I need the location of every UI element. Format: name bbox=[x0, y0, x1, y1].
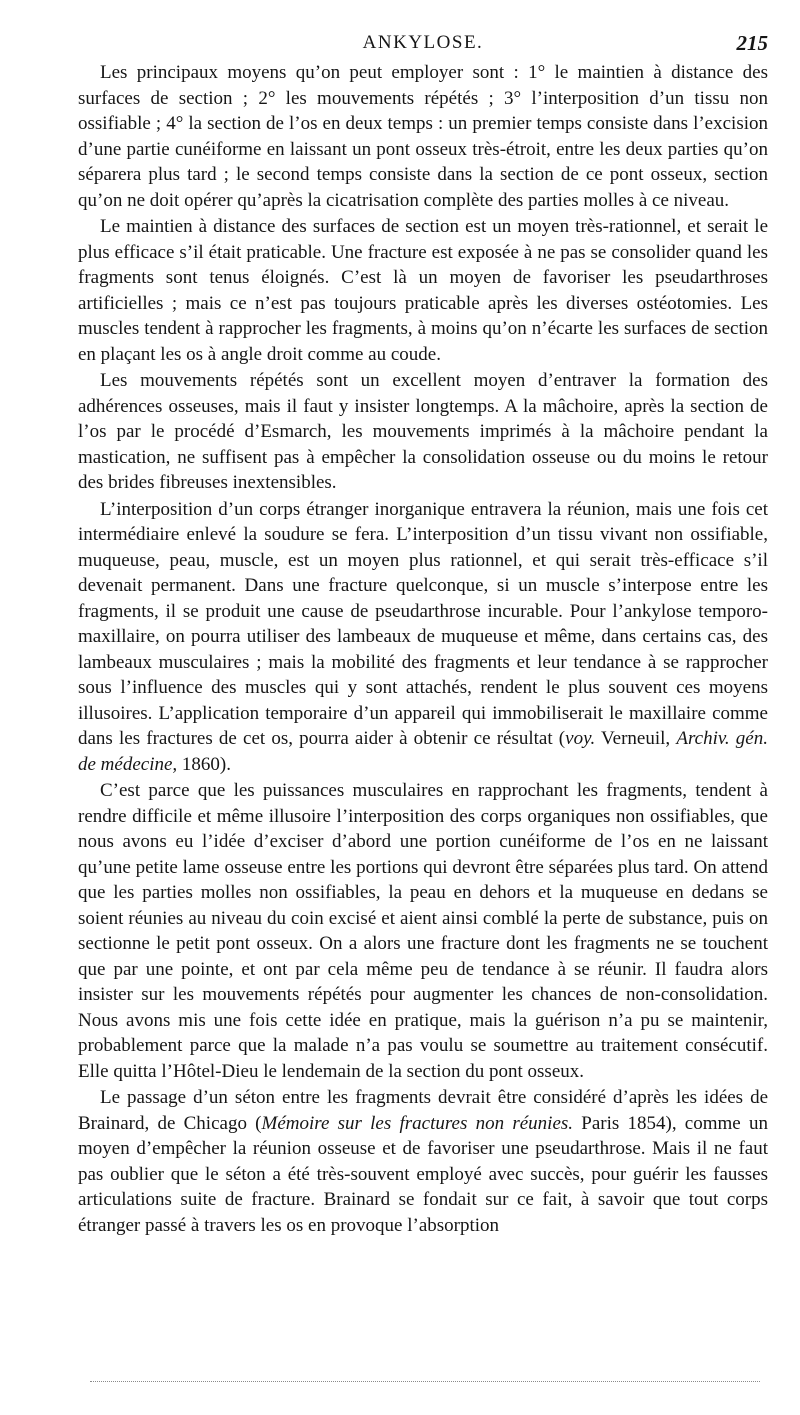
paragraph-interposition bbox=[78, 497, 768, 778]
citation-journal: Archiv. gén. de médecine, bbox=[78, 728, 768, 775]
paragraph-seton-text: Le passage d’un séton entre les fragments devrait être considéré d’après les idées de Brainard, de Chicago ( bbox=[78, 1087, 768, 1134]
citation-memoire: Mémoire sur les fractures non réunies. bbox=[261, 1112, 574, 1134]
paragraph-seton-rest: Paris 1854), comme un moyen d’empêcher la réunion osseuse et de favoriser une pseudarthrose. Mais il ne faut pas oublier que le séton a été très-souvent employé avec succès, pour guérir les fausses articulations suite de fracture. Brainard se fondait sur ce fait, à savoir que tout corps étranger passé à travers les os en provoque l’absorption bbox=[78, 1112, 768, 1236]
paragraph-interposition-text: L’interposition d’un corps étranger inorganique entravera la réunion, mais une fois cet intermédiaire enlevé la soudure se fera. L’interposition d’un tissu vivant non ossifiable, muqueuse, peau, muscle, est un moyen plus rationnel, et qui serait très-efficace s’il devenait permanent. Dans une fracture quelconque, si un muscle s’interpose entre les fragments, il se produit une cause de pseudarthrose incurable. Pour l’ankylose temporo-maxillaire, on pourra utiliser des lambeaux de muqueuse et même, dans certains cas, des lambeaux musculaires ; mais la mobilité des fragments et leur tendance à se rapprocher sous l’influence des muscles qui y sont attachés, rendent le plus souvent ces moyens illusoires. L’application temporaire d’un appareil qui immobiliserait le maxillaire comme dans les fractures de cet os, pourra aider à obtenir ce résultat ( bbox=[78, 498, 768, 749]
paragraph-maintien-distance: Le maintien à distance des surfaces de section est un moyen très-rationnel, et serait le plus efficace s’il était praticable. Une fracture est exposée à ne pas se consolider quand les fragments sont tenus éloignés. C’est là un moyen de favoriser les pseudarthroses artificielles ; mais ce n’est pas toujours praticable après les diverses ostéotomies. Les muscles tendent à rapprocher les fragments, à moins qu’on n’écarte les surfaces de section en plaçant les os à angle droit comme au coude. bbox=[78, 216, 768, 365]
citation-year: 1860). bbox=[177, 753, 231, 775]
paragraph-principal-means: Les principaux moyens qu’on peut employer sont : 1° le maintien à distance des surfaces de section ; 2° les mouvements répétés ; 3° l’interposition d’un tissu non ossifiable ; 4° la section de l’os en deux temps : un premier temps consiste dans l’excision d’une partie cunéiforme en laissant un pont osseux très-étroit, entre les deux parties qu’on séparera plus tard ; le second temps consiste dans la section de ce pont osseux, section qu’on ne doit opérer qu’après la cicatrisation complète des parties molles à ce niveau. bbox=[78, 62, 768, 211]
paragraph-mouvements-repetes: Les mouvements répétés sont un excellent moyen d’entraver la formation des adhérences osseuses, mais il faut y insister longtemps. A la mâchoire, après la section de l’os par le procédé d’Esmarch, les mouvements imprimés à la mâchoire pendant la mastication, ne suffisent pas à empêcher la consolidation osseuse ou du moins le retour des brides fibreuses inextensibles. bbox=[78, 370, 768, 493]
page-number: 215 bbox=[736, 31, 768, 55]
citation-author: Verneuil, bbox=[595, 728, 677, 749]
page-header bbox=[78, 28, 768, 58]
running-title: ANKYLOSE. bbox=[362, 32, 484, 53]
footer-dotted-rule bbox=[90, 1381, 760, 1382]
paragraph-seton bbox=[78, 1085, 768, 1238]
paragraph-excision-cuneiforme: C’est parce que les puissances musculaires en rapprochant les fragments, tendent à rendre difficile et même illusoire l’interposition des corps organiques non ossifiables, que nous avons eu l’idée d’exciser d’abord une portion cunéiforme de l’os en ne laissant qu’une petite lame osseuse entre les portions qui devront être séparées plus tard. On attend que les parties molles non ossifiables, la peau en dehors et la muqueuse en dedans se soient réunies au niveau du coin excisé et aient ainsi comblé la perte de substance, puis on sectionne le petit pont osseux. On a alors une fracture dont les fragments ne se touchent que par une pointe, et ont par cela même peu de tendance à se réunir. Il faudra alors insister sur les mouvements répétés pour augmenter les chances de non-consolidation. Nous avons mis une fois cette idée en pratique, mais la guérison n’a pu se maintenir, probablement parce que la malade n’a pas voulu se soumettre au traitement consécutif. Elle quitta l’Hôtel-Dieu le lendemain de la section du pont osseux. bbox=[78, 780, 768, 1082]
body-text bbox=[78, 60, 768, 1238]
citation-voy: voy. bbox=[565, 728, 596, 749]
